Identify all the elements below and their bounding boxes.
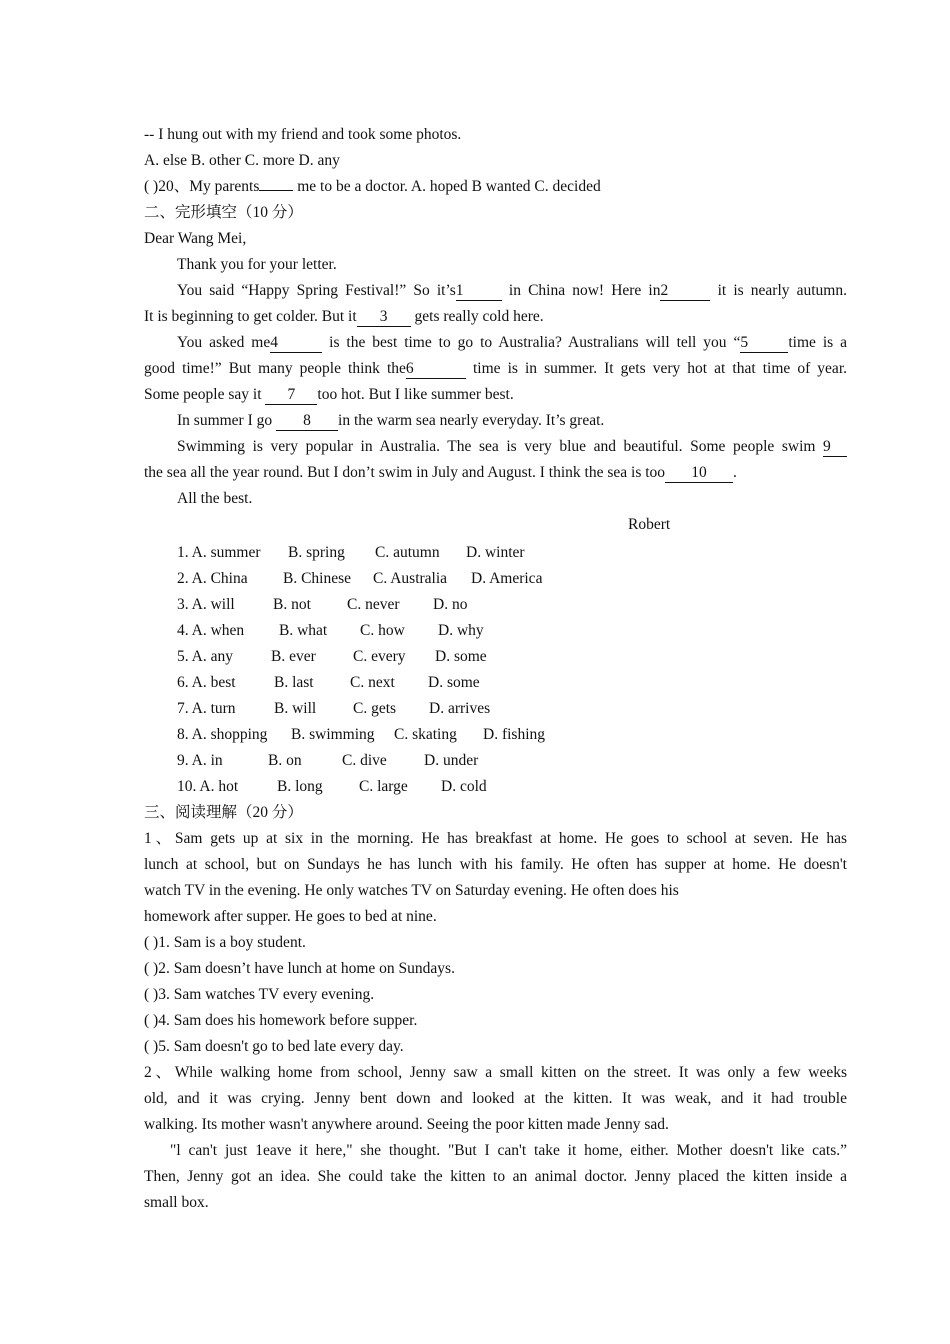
passage-2-line: 2、While walking home from school, Jenny saw a small kitten on the street. It was only a few weeks: [144, 1064, 847, 1081]
letter-text: You said “Happy Spring Festival!” So it’s: [177, 282, 456, 299]
cloze-option: 1. A. summer: [177, 544, 261, 561]
cloze-option: D. America: [471, 570, 543, 587]
cloze-option: B. what: [279, 622, 328, 639]
cloze-blank-2[interactable]: 2: [660, 282, 710, 301]
cloze-option: D. some: [428, 674, 480, 691]
letter-text: Swimming is very popular in Australia. The sea is very blue and beautiful. Some people swim: [177, 438, 823, 455]
cloze-option: D. no: [433, 596, 468, 613]
letter-thanks: Thank you for your letter.: [177, 256, 337, 273]
cloze-option: B. will: [274, 700, 317, 717]
cloze-blank-4[interactable]: 4: [270, 334, 322, 353]
cloze-option: C. how: [360, 622, 405, 639]
letter-text: the sea all the year round. But I don’t swim in July and August. I think the sea is too: [144, 464, 666, 481]
passage-1-line: homework after supper. He goes to bed at nine.: [144, 908, 437, 925]
letter-text: time is a: [788, 334, 847, 351]
cloze-blank-6[interactable]: 6: [406, 360, 466, 379]
cloze-blank-7[interactable]: 7: [265, 386, 317, 405]
letter-text: Some people say it: [144, 386, 266, 403]
cloze-option: D. winter: [466, 544, 525, 561]
cloze-option: C. every: [353, 648, 406, 665]
letter-signature: Robert: [628, 516, 671, 533]
cloze-option: B. last: [274, 674, 314, 691]
q20-blank[interactable]: [259, 190, 293, 191]
cloze-option: B. ever: [271, 648, 316, 665]
passage-1-line: 1、Sam gets up at six in the morning. He has breakfast at home. He goes to school at seven. He has: [144, 830, 847, 847]
letter-text: .: [733, 464, 737, 481]
cloze-option: C. gets: [353, 700, 397, 717]
letter-para-4: [177, 434, 847, 460]
q20-text-end: me to be a doctor. A. hoped B wanted C. decided: [293, 178, 601, 195]
cloze-option: D. some: [435, 648, 487, 665]
q19-options: A. else B. other C. more D. any: [144, 152, 340, 169]
letter-text: In summer I go: [177, 412, 277, 429]
cloze-blank-1[interactable]: 1: [456, 282, 502, 301]
cloze-blank-3[interactable]: 3: [357, 308, 411, 327]
passage-1-line: lunch at school, but on Sundays he has lunch with his family. He often has supper at home. He doesn't: [144, 856, 847, 873]
cloze-option: 10. A. hot: [177, 778, 239, 795]
letter-closing: All the best.: [177, 490, 253, 507]
cloze-option: C. next: [350, 674, 395, 691]
cloze-option: C. autumn: [375, 544, 440, 561]
cloze-option: 6. A. best: [177, 674, 236, 691]
letter-text: is the best time to go to Australia? Australians will tell you “: [322, 334, 741, 351]
cloze-option: D. arrives: [429, 700, 491, 717]
cloze-option: 8. A. shopping: [177, 726, 268, 743]
cloze-option: 7. A. turn: [177, 700, 236, 717]
passage-2-line: walking. Its mother wasn't anywhere around. Seeing the poor kitten made Jenny sad.: [144, 1116, 669, 1133]
letter-text: too hot. But I like summer best.: [317, 386, 514, 403]
letter-text: in China now! Here in: [501, 282, 661, 299]
letter-para-2-line-2: [144, 356, 847, 382]
cloze-option: C. never: [347, 596, 400, 613]
cloze-option: C. skating: [394, 726, 457, 743]
letter-text: time is in summer. It gets very hot at that time of year.: [465, 360, 847, 377]
passage-2-line: old, and it was crying. Jenny bent down and looked at the kitten. It was weak, and it had trouble: [144, 1090, 847, 1107]
judgement-question: ( )2. Sam doesn’t have lunch at home on Sundays.: [144, 960, 455, 977]
judgement-question: ( )3. Sam watches TV every evening.: [144, 986, 375, 1003]
letter-salutation: Dear Wang Mei,: [144, 230, 247, 247]
cloze-option: C. Australia: [373, 570, 448, 587]
cloze-option: 2. A. China: [177, 570, 248, 587]
cloze-option: B. on: [268, 752, 302, 769]
cloze-option: 9. A. in: [177, 752, 223, 769]
q20-text-start: ( )20、My parents: [144, 178, 260, 195]
cloze-blank-8[interactable]: 8: [276, 412, 338, 431]
passage-1-line: watch TV in the evening. He only watches TV on Saturday evening. He often does his: [144, 882, 679, 899]
reading-heading: 三、阅读理解（20 分）: [144, 804, 303, 821]
cloze-option: B. long: [277, 778, 323, 795]
letter-text: It is beginning to get colder. But it: [144, 308, 357, 325]
cloze-blank-5[interactable]: 5: [740, 334, 788, 353]
judgement-question: ( )1. Sam is a boy student.: [144, 934, 306, 951]
passage-2-line: Then, Jenny got an idea. She could take the kitten to an animal doctor. Jenny placed the kitten inside a: [144, 1168, 847, 1185]
cloze-heading: 二、完形填空（10 分）: [144, 204, 303, 221]
cloze-option: D. fishing: [483, 726, 545, 743]
cloze-option: 4. A. when: [177, 622, 245, 639]
cloze-blank-10[interactable]: 10: [665, 464, 733, 483]
cloze-option: B. swimming: [291, 726, 375, 743]
cloze-option: C. dive: [342, 752, 387, 769]
letter-text: it is nearly autumn.: [710, 282, 847, 299]
cloze-option: 3. A. will: [177, 596, 235, 613]
cloze-option: B. spring: [288, 544, 345, 561]
letter-para-1-line-2: [144, 304, 847, 330]
cloze-blank-9[interactable]: 9: [823, 438, 847, 457]
passage-2-line: "l can't just 1eave it here," she thought. "But I can't take it home, either. Mother doesn't like cats.”: [170, 1142, 847, 1159]
cloze-option: B. Chinese: [283, 570, 352, 587]
passage-2-line: small box.: [144, 1194, 209, 1211]
judgement-question: ( )4. Sam does his homework before supper.: [144, 1012, 418, 1029]
letter-para-2-line-3: [144, 382, 847, 408]
cloze-option: B. not: [273, 596, 311, 613]
letter-para-3: [177, 408, 847, 434]
q19-reply: -- I hung out with my friend and took some photos.: [144, 126, 462, 143]
cloze-option: C. large: [359, 778, 408, 795]
cloze-option: 5. A. any: [177, 648, 233, 665]
letter-text: You asked me: [177, 334, 271, 351]
q20-line: [144, 174, 847, 200]
cloze-option: D. under: [424, 752, 479, 769]
cloze-option: D. cold: [441, 778, 487, 795]
letter-text: gets really cold here.: [410, 308, 544, 325]
letter-para-4-line-2: [144, 460, 847, 486]
letter-para-2: [177, 330, 847, 356]
letter-text: good time!” But many people think the: [144, 360, 406, 377]
cloze-option: D. why: [438, 622, 484, 639]
letter-para-1: [177, 278, 847, 304]
judgement-question: ( )5. Sam doesn't go to bed late every day.: [144, 1038, 404, 1055]
letter-text: in the warm sea nearly everyday. It’s great.: [338, 412, 605, 429]
